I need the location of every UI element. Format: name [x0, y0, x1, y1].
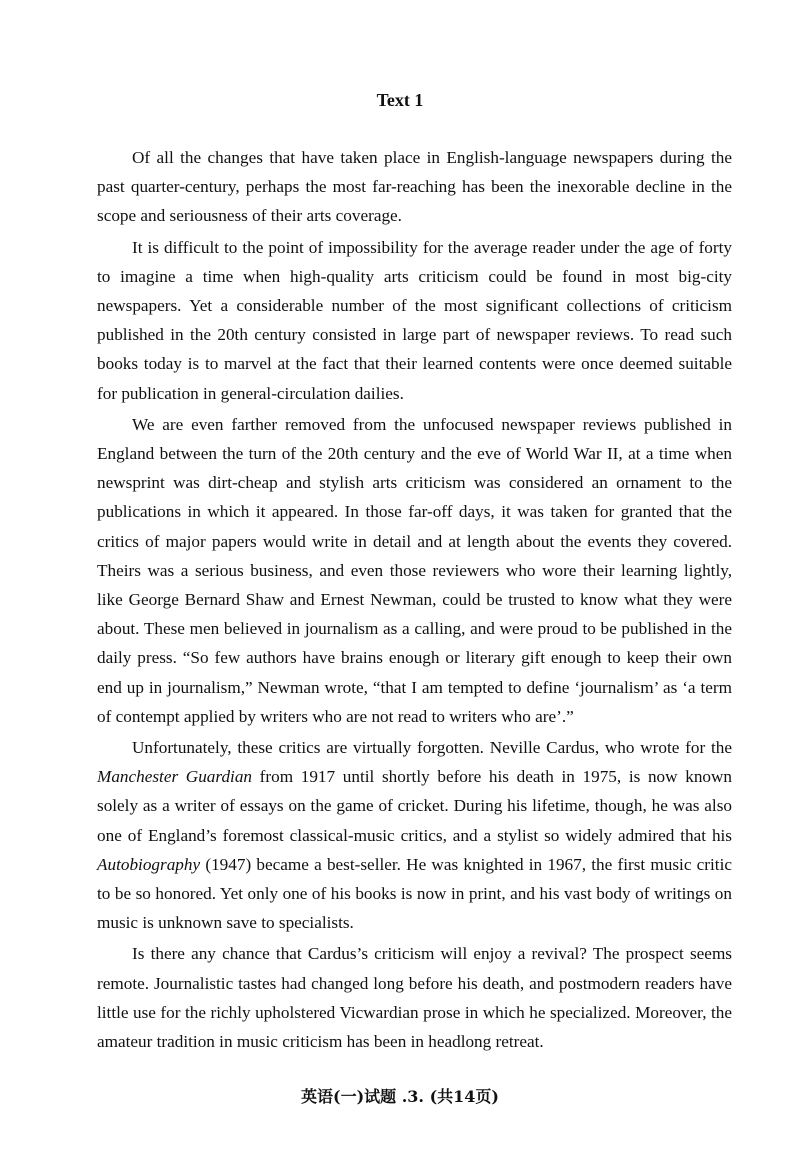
- newspaper-title: Manchester Guardian: [97, 767, 253, 787]
- book-title: Autobiography: [97, 854, 201, 874]
- paragraph-3: We are even farther removed from the unfocused newspaper reviews published in England between the turn of the 20th century and the eve of World War II, at a time when newsprint was dirt-cheap and stylish arts criticism was considered an ornament to the publications in which it appeared. In those far-off days, it was taken for granted that the critics of major papers would write in detail and at length about the events they covered. Theirs was a serious business, and even those reviewers who wore their learning lightly, like George Bernard Shaw and Ernest Newman, could be trusted to know what they were about. These men believed in journalism as a calling, and were proud to be published in the daily press. “So few authors have brains enough or literary gift enough to keep their own end up in journalism,” Newman wrote, “that I am tempted to define ‘journalism’ as ‘a term of contempt applied by writers who are not read to writers who are’.”: [97, 414, 732, 726]
- paragraph-4: Unfortunately, these critics are virtually forgotten. Neville Cardus, who wrote for the Manchester Guardian from 1917 until shortly before his death in 1975, is now known solely as a writer of essays on the game of cricket. During his lifetime, though, he was also one of England’s foremost classical-music critics, and a stylist so widely admired that his Autobiography (1947) became a best-seller. He was knighted in 1967, the first music critic to be so honored. Yet only one of his books is now in print, and his vast body of writings on music is unknown save to specialists.: [97, 738, 733, 933]
- page-footer: 英语(一)试题 .3. (共14页): [301, 1087, 499, 1106]
- passage-title: Text 1: [376, 90, 424, 110]
- paragraph-2: It is difficult to the point of impossibility for the average reader under the age of forty to imagine a time when high-quality arts criticism could be found in most big-city newspapers. Yet a considerable number of the most significant collections of criticism published in the 20th century consisted in large part of newspaper reviews. To read such books today is to marvel at the fact that their learned contents were once deemed suitable for publication in general-circulation dailies.: [97, 237, 732, 403]
- passage-body: [97, 143, 732, 1056]
- paragraph-5: Is there any chance that Cardus’s criticism will enjoy a revival? The prospect seems remote. Journalistic tastes had changed long before his death, and postmodern readers have little use for the richly upholstered Vicwardian prose in which he specialized. Moreover, the amateur tradition in music criticism has been in headlong retreat.: [97, 944, 732, 1052]
- paragraph-1: Of all the changes that have taken place in English-language newspapers during the past quarter-century, perhaps the most far-reaching has been the inexorable decline in the scope and seriousness of their arts coverage.: [97, 148, 732, 226]
